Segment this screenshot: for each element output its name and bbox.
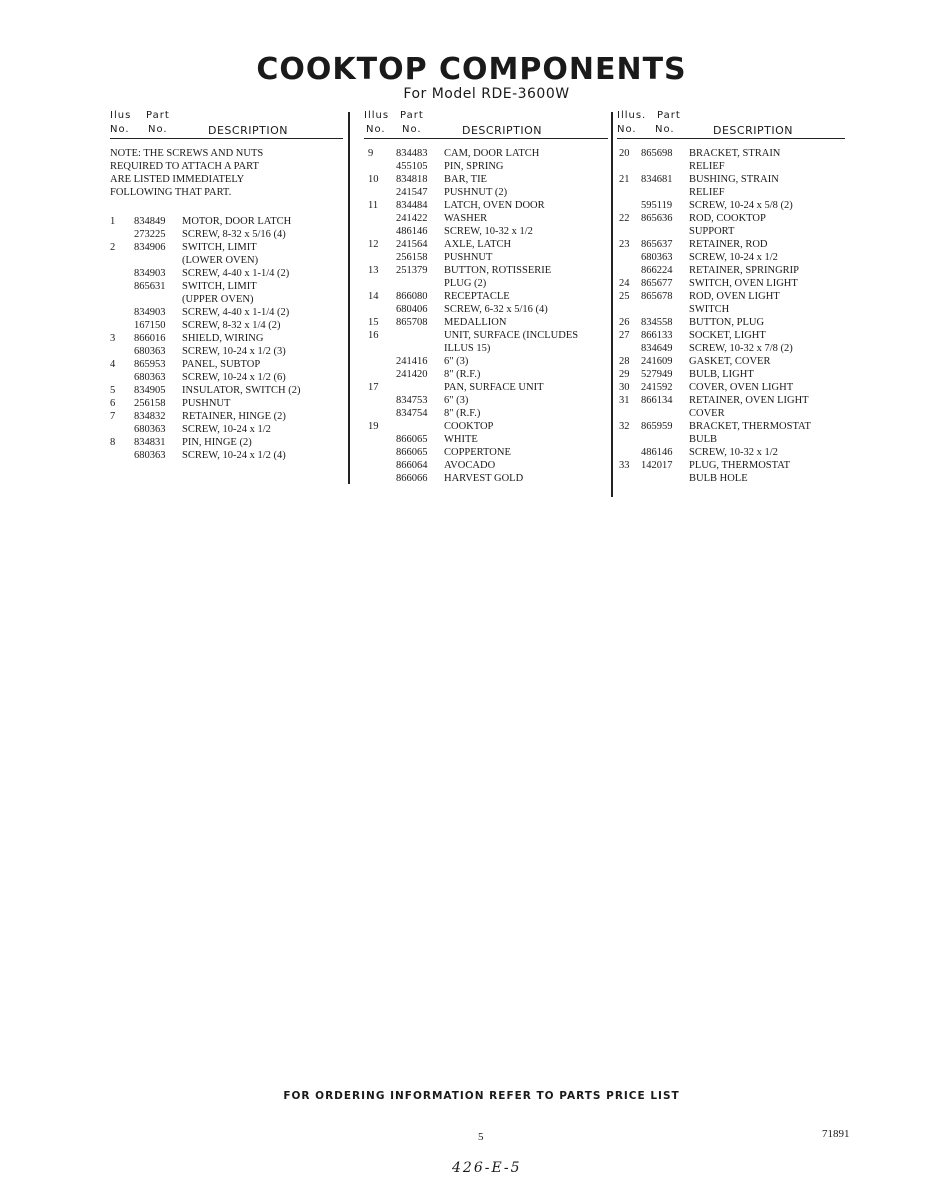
parts-list xyxy=(110,215,343,462)
part-description: PIN, SPRING xyxy=(444,161,504,172)
part-description: 8" (R.F.) xyxy=(444,408,481,419)
parts-row xyxy=(617,264,845,277)
part-number: 256158 xyxy=(396,252,428,263)
parts-row xyxy=(110,397,343,410)
part-description: PANEL, SUBTOP xyxy=(182,359,261,370)
parts-row xyxy=(110,215,343,228)
parts-row xyxy=(110,358,343,371)
part-description: LATCH, OVEN DOOR xyxy=(444,200,545,211)
part-number: 834483 xyxy=(396,148,428,159)
illus-header-no: No. xyxy=(366,124,386,135)
part-description: PUSHNUT xyxy=(444,252,493,263)
document-number: 71891 xyxy=(822,1128,850,1140)
part-description: RETAINER, HINGE (2) xyxy=(182,411,286,422)
parts-row xyxy=(364,381,608,394)
part-description: SWITCH, LIMIT xyxy=(182,242,257,253)
part-description: WASHER xyxy=(444,213,488,224)
part-number: 834903 xyxy=(134,268,166,279)
part-header: Part xyxy=(657,110,681,121)
parts-row xyxy=(364,459,608,472)
part-number: 865708 xyxy=(396,317,428,328)
part-number: 595119 xyxy=(641,200,673,211)
part-header-no: No. xyxy=(148,124,168,135)
part-number: 241564 xyxy=(396,239,428,250)
part-number: 865636 xyxy=(641,213,673,224)
part-number: 865637 xyxy=(641,239,673,250)
part-description: CAM, DOOR LATCH xyxy=(444,148,540,159)
part-number: 834753 xyxy=(396,395,428,406)
part-number: 865698 xyxy=(641,148,673,159)
part-description: SCREW, 10-24 x 1/2 (3) xyxy=(182,346,286,357)
illus-number: 12 xyxy=(368,239,379,250)
parts-row xyxy=(617,446,845,459)
part-description: COOKTOP xyxy=(444,421,494,432)
part-description: SUPPORT xyxy=(689,226,735,237)
parts-row xyxy=(364,173,608,186)
part-number: 866016 xyxy=(134,333,166,344)
description-header: DESCRIPTION xyxy=(208,124,288,137)
parts-row xyxy=(110,410,343,423)
part-description: PLUG (2) xyxy=(444,278,487,289)
parts-row xyxy=(110,345,343,358)
part-number: 241592 xyxy=(641,382,673,393)
parts-row xyxy=(364,160,608,173)
part-description: SCREW, 10-24 x 1/2 (4) xyxy=(182,450,286,461)
part-description: SWITCH, LIMIT xyxy=(182,281,257,292)
parts-row xyxy=(110,332,343,345)
illus-number: 13 xyxy=(368,265,379,276)
part-description: GASKET, COVER xyxy=(689,356,771,367)
parts-row xyxy=(110,254,343,267)
illus-number: 33 xyxy=(619,460,630,471)
part-description: SCREW, 4-40 x 1-1/4 (2) xyxy=(182,307,290,318)
parts-row xyxy=(364,394,608,407)
illus-number: 15 xyxy=(368,317,379,328)
part-description: RETAINER, OVEN LIGHT xyxy=(689,395,809,406)
illus-number: 30 xyxy=(619,382,630,393)
parts-row xyxy=(364,420,608,433)
illus-header: Ilus xyxy=(110,110,132,121)
part-number: 866134 xyxy=(641,395,673,406)
part-number: 866224 xyxy=(641,265,673,276)
parts-row xyxy=(110,319,343,332)
part-description: SCREW, 10-32 x 1/2 xyxy=(689,447,778,458)
part-number: 680363 xyxy=(641,252,673,263)
part-description: SOCKET, LIGHT xyxy=(689,330,766,341)
illus-number: 21 xyxy=(619,174,630,185)
parts-row xyxy=(110,436,343,449)
part-number: 680363 xyxy=(134,424,166,435)
part-description: BUTTON, ROTISSERIE xyxy=(444,265,552,276)
part-description: MEDALLION xyxy=(444,317,507,328)
illus-number: 27 xyxy=(619,330,630,341)
illus-number: 32 xyxy=(619,421,630,432)
parts-row xyxy=(617,316,845,329)
part-description: SCREW, 10-24 x 5/8 (2) xyxy=(689,200,793,211)
parts-row xyxy=(364,329,608,342)
part-description: SCREW, 10-32 x 1/2 xyxy=(444,226,533,237)
page-number: 5 xyxy=(478,1131,484,1143)
part-number: 834558 xyxy=(641,317,673,328)
part-header: Part xyxy=(146,110,170,121)
parts-row xyxy=(110,384,343,397)
parts-row xyxy=(617,147,845,160)
description-header: DESCRIPTION xyxy=(713,124,793,137)
header-rule xyxy=(617,138,845,139)
header-rule xyxy=(364,138,608,139)
part-number: 273225 xyxy=(134,229,166,240)
parts-row xyxy=(110,423,343,436)
part-description: (UPPER OVEN) xyxy=(182,294,254,305)
parts-row xyxy=(110,280,343,293)
illus-number: 2 xyxy=(110,242,116,253)
illus-number: 17 xyxy=(368,382,379,393)
part-number: 455105 xyxy=(396,161,428,172)
parts-list xyxy=(364,147,608,485)
part-number: 834832 xyxy=(134,411,166,422)
note-block xyxy=(110,147,343,199)
part-number: 680363 xyxy=(134,372,166,383)
parts-column-1 xyxy=(110,110,343,462)
part-description: SHIELD, WIRING xyxy=(182,333,264,344)
part-number: 834906 xyxy=(134,242,166,253)
parts-row xyxy=(364,264,608,277)
column-header xyxy=(617,110,845,140)
part-number: 834831 xyxy=(134,437,166,448)
part-number: 256158 xyxy=(134,398,166,409)
illus-header: Illus xyxy=(364,110,390,121)
parts-row xyxy=(617,394,845,407)
illus-number: 8 xyxy=(110,437,116,448)
part-description: PUSHNUT xyxy=(182,398,231,409)
part-description: 8" (R.F.) xyxy=(444,369,481,380)
part-description: PAN, SURFACE UNIT xyxy=(444,382,544,393)
part-description: ROD, COOKTOP xyxy=(689,213,766,224)
part-description: SCREW, 8-32 x 1/4 (2) xyxy=(182,320,281,331)
part-number: 834484 xyxy=(396,200,428,211)
illus-number: 25 xyxy=(619,291,630,302)
parts-row xyxy=(364,225,608,238)
parts-row xyxy=(617,355,845,368)
part-number: 241547 xyxy=(396,187,428,198)
parts-row xyxy=(617,342,845,355)
part-number: 680363 xyxy=(134,450,166,461)
parts-row xyxy=(110,449,343,462)
illus-number: 1 xyxy=(110,216,116,227)
part-number: 865959 xyxy=(641,421,673,432)
column-header xyxy=(364,110,608,140)
parts-row xyxy=(617,472,845,485)
parts-row xyxy=(617,186,845,199)
part-header-no: No. xyxy=(655,124,675,135)
part-number: 251379 xyxy=(396,265,428,276)
parts-row xyxy=(364,446,608,459)
parts-row xyxy=(617,368,845,381)
part-description: MOTOR, DOOR LATCH xyxy=(182,216,292,227)
part-description: BULB, LIGHT xyxy=(689,369,754,380)
parts-row xyxy=(617,407,845,420)
part-description: AVOCADO xyxy=(444,460,496,471)
part-number: 834681 xyxy=(641,174,673,185)
part-description: BRACKET, THERMOSTAT xyxy=(689,421,811,432)
part-description: BUSHING, STRAIN xyxy=(689,174,779,185)
parts-row xyxy=(617,212,845,225)
part-number: 167150 xyxy=(134,320,166,331)
part-description: RECEPTACLE xyxy=(444,291,510,302)
part-description: SCREW, 4-40 x 1-1/4 (2) xyxy=(182,268,290,279)
part-number: 866066 xyxy=(396,473,428,484)
parts-row xyxy=(617,290,845,303)
part-description: SCREW, 10-24 x 1/2 xyxy=(689,252,778,263)
part-number: 486146 xyxy=(641,447,673,458)
parts-row xyxy=(617,225,845,238)
illus-number: 16 xyxy=(368,330,379,341)
part-description: BAR, TIE xyxy=(444,174,487,185)
part-number: 486146 xyxy=(396,226,428,237)
part-description: BRACKET, STRAIN xyxy=(689,148,781,159)
part-description: BULB HOLE xyxy=(689,473,748,484)
part-description: SCREW, 10-24 x 1/2 (6) xyxy=(182,372,286,383)
part-description: 6" (3) xyxy=(444,395,469,406)
parts-row xyxy=(617,420,845,433)
illus-number: 11 xyxy=(368,200,379,211)
part-description: WHITE xyxy=(444,434,478,445)
parts-row xyxy=(617,251,845,264)
parts-row xyxy=(364,407,608,420)
parts-row xyxy=(110,267,343,280)
part-description: PUSHNUT (2) xyxy=(444,187,508,198)
part-number: 142017 xyxy=(641,460,673,471)
part-description: ILLUS 15) xyxy=(444,343,491,354)
parts-row xyxy=(364,472,608,485)
illus-number: 4 xyxy=(110,359,116,370)
part-number: 866065 xyxy=(396,434,428,445)
parts-row xyxy=(364,433,608,446)
parts-row xyxy=(617,303,845,316)
illus-number: 20 xyxy=(619,148,630,159)
part-description: BUTTON, PLUG xyxy=(689,317,765,328)
part-number: 866080 xyxy=(396,291,428,302)
parts-column-2 xyxy=(364,110,608,485)
header-rule xyxy=(110,138,343,139)
parts-row xyxy=(617,459,845,472)
part-number: 865677 xyxy=(641,278,673,289)
parts-row xyxy=(364,186,608,199)
description-header: DESCRIPTION xyxy=(462,124,542,137)
part-number: 834903 xyxy=(134,307,166,318)
parts-row xyxy=(364,238,608,251)
part-description: (LOWER OVEN) xyxy=(182,255,259,266)
part-number: 866064 xyxy=(396,460,428,471)
illus-header-no: No. xyxy=(617,124,637,135)
note-line: REQUIRED TO ATTACH A PART xyxy=(110,161,259,172)
part-description: COVER xyxy=(689,408,725,419)
part-number: 527949 xyxy=(641,369,673,380)
part-number: 865953 xyxy=(134,359,166,370)
part-description: HARVEST GOLD xyxy=(444,473,524,484)
part-number: 834905 xyxy=(134,385,166,396)
parts-row xyxy=(617,381,845,394)
part-description: RETAINER, ROD xyxy=(689,239,768,250)
part-description: SWITCH, OVEN LIGHT xyxy=(689,278,798,289)
part-description: SCREW, 8-32 x 5/16 (4) xyxy=(182,229,286,240)
part-header: Part xyxy=(400,110,424,121)
column-header xyxy=(110,110,343,140)
illus-number: 23 xyxy=(619,239,630,250)
illus-number: 24 xyxy=(619,278,630,289)
illus-number: 26 xyxy=(619,317,630,328)
illus-number: 3 xyxy=(110,333,116,344)
illus-number: 22 xyxy=(619,213,630,224)
part-description: COPPERTONE xyxy=(444,447,511,458)
part-description: RELIEF xyxy=(689,187,725,198)
parts-row xyxy=(617,160,845,173)
illus-number: 29 xyxy=(619,369,630,380)
column-divider xyxy=(348,112,350,484)
part-number: 865631 xyxy=(134,281,166,292)
illus-number: 9 xyxy=(368,148,374,159)
part-number: 865678 xyxy=(641,291,673,302)
ordering-footer: FOR ORDERING INFORMATION REFER TO PARTS PRICE LIST xyxy=(283,1090,680,1102)
parts-row xyxy=(364,316,608,329)
part-header-no: No. xyxy=(402,124,422,135)
part-number: 241422 xyxy=(396,213,428,224)
parts-row xyxy=(617,433,845,446)
illus-header-no: No. xyxy=(110,124,130,135)
part-number: 241420 xyxy=(396,369,428,380)
parts-row xyxy=(364,303,608,316)
part-number: 241609 xyxy=(641,356,673,367)
parts-list xyxy=(617,147,845,485)
part-description: SCREW, 6-32 x 5/16 (4) xyxy=(444,304,548,315)
parts-row xyxy=(364,342,608,355)
part-description: BULB xyxy=(689,434,718,445)
note-line: FOLLOWING THAT PART. xyxy=(110,187,232,198)
parts-row xyxy=(617,173,845,186)
part-description: SWITCH xyxy=(689,304,730,315)
illus-number: 5 xyxy=(110,385,116,396)
note-line: NOTE: THE SCREWS AND NUTS xyxy=(110,148,264,159)
part-description: SCREW, 10-24 x 1/2 xyxy=(182,424,271,435)
part-number: 834754 xyxy=(396,408,428,419)
parts-row xyxy=(110,371,343,384)
parts-row xyxy=(364,290,608,303)
illus-number: 6 xyxy=(110,398,116,409)
parts-row xyxy=(617,199,845,212)
part-description: INSULATOR, SWITCH (2) xyxy=(182,385,301,396)
parts-row xyxy=(364,355,608,368)
page-title: COOKTOP COMPONENTS xyxy=(256,52,687,87)
parts-row xyxy=(364,368,608,381)
part-description: ROD, OVEN LIGHT xyxy=(689,291,780,302)
parts-row xyxy=(364,277,608,290)
part-number: 866065 xyxy=(396,447,428,458)
part-number: 241416 xyxy=(396,356,428,367)
part-description: AXLE, LATCH xyxy=(444,239,512,250)
parts-row xyxy=(110,306,343,319)
part-description: COVER, OVEN LIGHT xyxy=(689,382,794,393)
parts-row xyxy=(364,199,608,212)
column-divider xyxy=(611,112,613,497)
parts-row xyxy=(110,241,343,254)
part-number: 834649 xyxy=(641,343,673,354)
handwritten-note: 426-E-5 xyxy=(452,1160,522,1176)
illus-number: 14 xyxy=(368,291,379,302)
part-description: 6" (3) xyxy=(444,356,469,367)
part-description: PLUG, THERMOSTAT xyxy=(689,460,791,471)
part-description: UNIT, SURFACE (INCLUDES xyxy=(444,330,579,341)
part-number: 834818 xyxy=(396,174,428,185)
part-description: RETAINER, SPRINGRIP xyxy=(689,265,800,276)
illus-number: 19 xyxy=(368,421,379,432)
parts-row xyxy=(617,277,845,290)
illus-number: 28 xyxy=(619,356,630,367)
parts-row xyxy=(110,293,343,306)
parts-column-3 xyxy=(617,110,845,485)
part-number: 680363 xyxy=(134,346,166,357)
parts-row xyxy=(364,147,608,160)
part-number: 680406 xyxy=(396,304,428,315)
part-number: 834849 xyxy=(134,216,166,227)
part-description: PIN, HINGE (2) xyxy=(182,437,252,448)
parts-row xyxy=(110,228,343,241)
part-description: RELIEF xyxy=(689,161,725,172)
parts-row xyxy=(617,329,845,342)
part-number: 866133 xyxy=(641,330,673,341)
parts-row xyxy=(617,238,845,251)
illus-number: 31 xyxy=(619,395,630,406)
parts-row xyxy=(364,251,608,264)
illus-header: Illus. xyxy=(617,110,647,121)
part-description: SCREW, 10-32 x 7/8 (2) xyxy=(689,343,793,354)
illus-number: 10 xyxy=(368,174,379,185)
note-line: ARE LISTED IMMEDIATELY xyxy=(110,174,245,185)
parts-row xyxy=(364,212,608,225)
illus-number: 7 xyxy=(110,411,116,422)
model-subtitle: For Model RDE-3600W xyxy=(403,86,570,102)
